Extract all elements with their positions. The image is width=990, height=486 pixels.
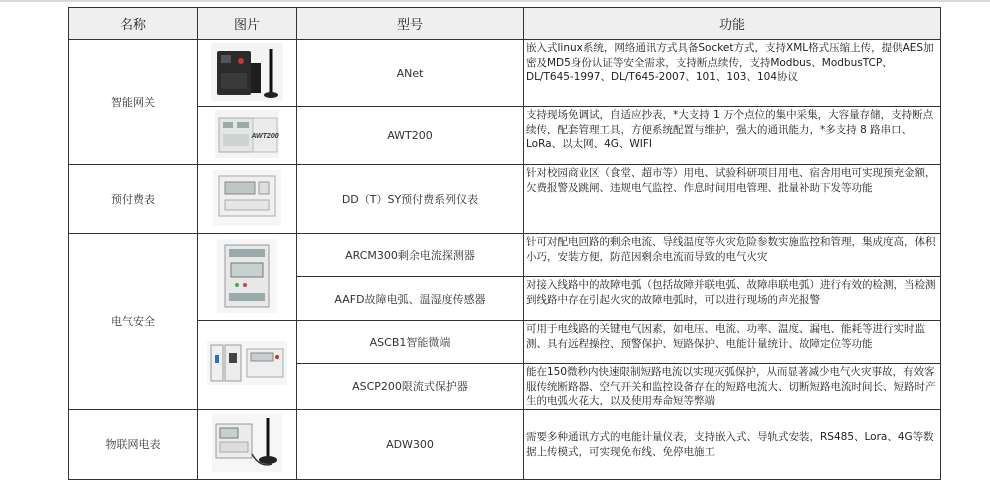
awt200-image: [198, 107, 297, 165]
header-model: 型号: [297, 8, 524, 40]
aafd-model: AAFD故障电弧、温湿度传感器: [297, 277, 524, 321]
adw-model: ADW300: [297, 409, 524, 479]
table-header-row: [69, 8, 941, 40]
header-function: 功能: [524, 8, 941, 40]
table-row: [69, 40, 941, 107]
header-name: 名称: [69, 8, 198, 40]
category-prepaid: 预付费表: [69, 165, 198, 234]
dd-function: 针对校园商业区（食堂、超市等）用电、试验科研项目用电、宿舍用电可实现预充金额，欠费报警及跳闸、违规电气监控、作息时间用电管理、批量补助下发等功能: [524, 165, 941, 234]
table-row: [69, 409, 941, 479]
awt200-model: AWT200: [297, 107, 524, 165]
header-image: 图片: [198, 8, 297, 40]
category-iot: 物联网电表: [69, 409, 198, 479]
product-table: [68, 7, 941, 480]
awt200-function: 支持现场免调试，自适应抄表，*大支持 1 万个点位的集中采集，大容量存储，支持断点续传，配套管理工具，方便系统配置与维护，强大的通讯能力，*多支持 8 路串口、LoRa、以太网、4G、WIFI: [524, 107, 941, 165]
ascb-image: [198, 321, 297, 410]
category-safety: 电气安全: [69, 234, 198, 410]
ascb-function: 可用于电线路的关键电气因素，如电压、电流、功率、温度、漏电、能耗等进行实时监测、具有远程操控、预警保护、短路保护、电能计量统计、故障定位等功能: [524, 321, 941, 364]
table-row: [69, 165, 941, 234]
aafd-function: 对接入线路中的故障电弧（包括故障并联电弧、故障串联电弧）进行有效的检测，当检测到线路中存在引起火灾的故障电弧时，可以进行现场的声光报警: [524, 277, 941, 321]
arcm-image: [198, 234, 297, 321]
anet-device-icon: [211, 43, 283, 101]
prepaid-meter-icon: [213, 170, 281, 226]
dd-image: [198, 165, 297, 234]
ascp-model: ASCP200限流式保护器: [297, 364, 524, 410]
adw-function: 需要多种通讯方式的电能计量仪表，支持嵌入式、导轨式安装，RS485、Lora、4G等数据上传模式，可实现免布线、免停电施工: [524, 409, 941, 479]
ascp-function: 能在150微秒内快速限制短路电流以实现灭弧保护，从而显著减少电气火灾事故，有效客服传统断路器、空气开关和监控设备存在的短路电流大、切断短路电流时间长、短路时产生的电弧火花大，以及使用寿命短等弊端: [524, 364, 941, 410]
category-gateway: 智能网关: [69, 40, 198, 165]
arcm-model: ARCM300剩余电流探测器: [297, 234, 524, 277]
adw-image: [198, 409, 297, 479]
ascb-model: ASCB1智能微端: [297, 321, 524, 364]
top-divider: [0, 0, 990, 2]
anet-image: [198, 40, 297, 107]
anet-function: 嵌入式linux系统，网络通讯方式具备Socket方式，支持XML格式压缩上传，提供AES加密及MD5身份认证等安全需求，支持断点续传，支持Modbus、ModbusTCP、DL/T645-1997、DL/T645-2007、101、103、104协议: [524, 40, 941, 107]
table-row: [69, 321, 941, 364]
adw300-device-icon: [212, 414, 282, 472]
arcm-function: 针可对配电回路的剩余电流、导线温度等火灾危险参数实施监控和管理，集成度高，体积小巧，安装方便，防范因剩余电流而导致的电气火灾: [524, 234, 941, 277]
awt200-device-icon: [215, 110, 279, 158]
table-row: [69, 234, 941, 277]
dd-model: DD（T）SY预付费系列仪表: [297, 165, 524, 234]
anet-model: ANet: [297, 40, 524, 107]
arcm300-device-icon: [217, 239, 277, 313]
ascb1-device-icon: [207, 341, 287, 385]
table-row: [69, 107, 941, 165]
awt200-logo-text: AWT200: [251, 133, 279, 140]
